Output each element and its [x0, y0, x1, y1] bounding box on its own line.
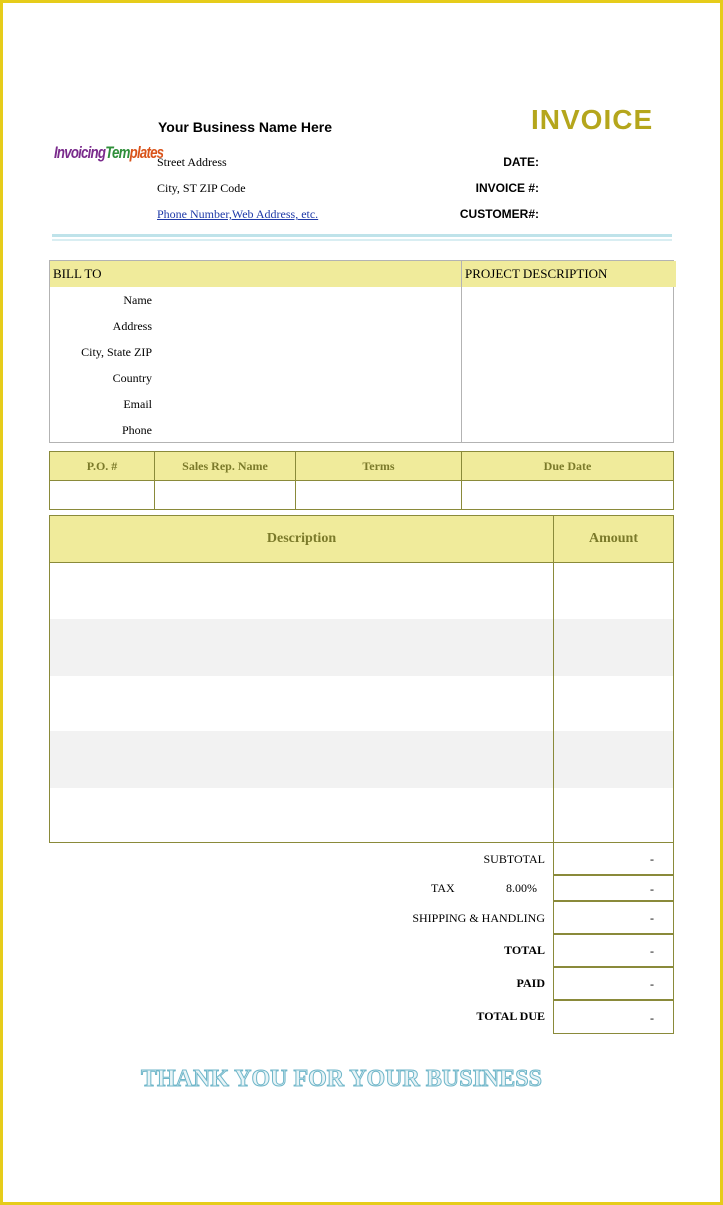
bill-to-heading: BILL TO	[50, 261, 464, 287]
amount-header: Amount	[588, 531, 638, 546]
bill-country-label: Country	[112, 371, 152, 385]
total-due-label: TOTAL DUE	[476, 1009, 545, 1023]
shipping-value[interactable]: -	[553, 901, 674, 934]
tax-rate[interactable]: 8.00%	[506, 881, 537, 895]
description-header: Description	[266, 531, 337, 546]
po-number-header: P.O. #	[86, 459, 118, 473]
header-divider-secondary	[52, 239, 672, 241]
paid-value[interactable]: -	[553, 967, 674, 1000]
terms-header: Terms	[362, 459, 395, 473]
sales-rep-header: Sales Rep. Name	[182, 459, 268, 473]
date-label: DATE:	[503, 155, 539, 169]
tax-label: TAX	[431, 881, 455, 895]
due-date-field[interactable]	[462, 481, 673, 509]
subtotal-value: -	[553, 842, 674, 875]
due-date-header: Due Date	[543, 459, 592, 473]
bill-address-label: Address	[112, 319, 152, 333]
total-due-value: -	[553, 1000, 674, 1034]
invoice-number-label: INVOICE #:	[475, 181, 539, 195]
sales-rep-field[interactable]	[155, 481, 295, 509]
total-value: -	[553, 934, 674, 967]
city-state-zip[interactable]: City, ST ZIP Code	[157, 181, 246, 195]
paid-label: PAID	[516, 976, 545, 990]
bill-city-label: City, State ZIP	[81, 345, 152, 359]
terms-field[interactable]	[296, 481, 461, 509]
bill-name-label: Name	[123, 293, 152, 307]
thank-you-message: THANK YOU FOR YOUR BUSINESS	[141, 1066, 542, 1092]
contact-link[interactable]: Phone Number,Web Address, etc.	[157, 207, 319, 221]
shipping-label: SHIPPING & HANDLING	[412, 911, 545, 925]
business-name[interactable]: Your Business Name Here	[158, 119, 333, 135]
project-description-heading: PROJECT DESCRIPTION	[462, 261, 676, 287]
table-row[interactable]	[50, 619, 673, 676]
invoice-title: INVOICE	[531, 104, 654, 135]
line-items-table	[49, 515, 674, 843]
po-number-field[interactable]	[50, 481, 154, 509]
bill-email-label: Email	[123, 397, 152, 411]
bill-phone-label: Phone	[122, 423, 152, 437]
company-logo: InvoicingTemplates	[54, 143, 164, 162]
street-address[interactable]: Street Address	[157, 155, 227, 169]
project-description-field[interactable]	[462, 288, 673, 442]
customer-number-label: CUSTOMER#:	[459, 207, 539, 221]
total-label: TOTAL	[504, 943, 545, 957]
amount-col-divider	[553, 516, 554, 842]
subtotal-label: SUBTOTAL	[483, 852, 545, 866]
line-items-divider	[50, 562, 673, 563]
header-divider	[52, 234, 672, 237]
tax-value: -	[553, 875, 674, 901]
table-row[interactable]	[50, 731, 673, 788]
